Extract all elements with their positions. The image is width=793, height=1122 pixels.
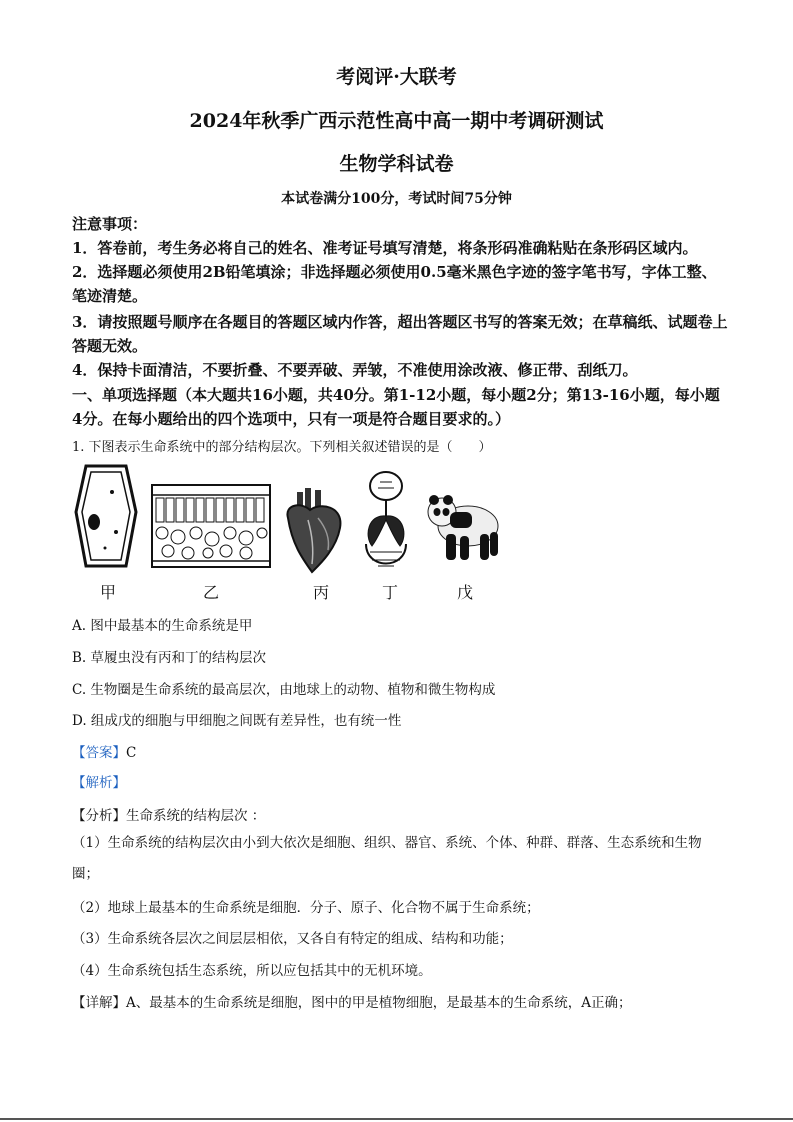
- respiratory-system-figure: [358, 466, 414, 578]
- figure-label-jia: 甲: [100, 583, 117, 602]
- analysis-point-1: （1）生命系统的结构层次由小到大依次是细胞、组织、器官、系统、个体、种群、群落、生态系统和生物圈；: [72, 835, 702, 882]
- option-d: D. 组成戊的细胞与甲细胞之间既有差异性，也有统一性: [72, 713, 402, 729]
- plant-cell-figure: [72, 462, 140, 574]
- analysis-point-4: （4）生命系统包括生态系统，所以应包括其中的无机环境。: [72, 963, 432, 979]
- analysis-point-2: （2）地球上最基本的生命系统是细胞．分子、原子、化合物不属于生命系统；: [72, 900, 540, 916]
- exam-brand-title: 考阅评·大联考: [336, 66, 457, 88]
- answer-label: 【答案】: [72, 745, 126, 761]
- analysis-label: 【解析】: [72, 775, 126, 791]
- answer-line: [72, 741, 136, 761]
- question-stem: 1. 下图表示生命系统中的部分结构层次。下列相关叙述错误的是（ ）: [72, 440, 492, 455]
- detail-label: 【详解】: [72, 995, 126, 1011]
- figure-label-ding: 丁: [382, 583, 399, 602]
- analysis-lead: [72, 804, 265, 824]
- answer-value: C: [126, 745, 137, 761]
- notes-title: 注意事项：: [72, 215, 148, 233]
- exam-title: 2024年秋季广西示范性高中高一期中考调研测试: [189, 110, 604, 132]
- section-title: 一、单项选择题（本大题共16小题，共40分。第1-12小题，每小题2分；第13-16小题，每小题4分。在每小题给出的四个选项中，只有一项是符合题目要求的。）: [72, 386, 720, 428]
- notes-item-3: 3．请按照题号顺序在各题目的答题区域内作答，超出答题区书写的答案无效；在草稿纸、试题卷上答题无效。: [72, 313, 728, 355]
- notes-item-4: 4．保持卡面清洁，不要折叠、不要弄破、弄皱，不准使用涂改液、修正带、刮纸刀。: [72, 361, 638, 379]
- detail-line: [72, 991, 632, 1011]
- analysis-lead-label: 【分析】: [72, 808, 126, 824]
- figure-label-bing: 丙: [313, 583, 330, 602]
- option-c: C. 生物圈是生命系统的最高层次，由地球上的动物、植物和微生物构成: [72, 682, 496, 698]
- figure-label-wu: 戊: [457, 583, 474, 602]
- subject-title: 生物学科试卷: [339, 153, 454, 175]
- panda-figure: [424, 486, 504, 566]
- option-a: A. 图中最基本的生命系统是甲: [72, 618, 253, 634]
- notes-item-1: 1．答卷前，考生务必将自己的姓名、准考证号填写清楚，将条形码准确粘贴在条形码区域内。: [72, 239, 698, 257]
- option-b: B. 草履虫没有丙和丁的结构层次: [72, 650, 267, 666]
- figure-label-yi: 乙: [203, 583, 220, 602]
- notes-item-2: 2．选择题必须使用2B铅笔填涂；非选择题必须使用0.5毫米黑色字迹的签字笔书写，字体工整、笔迹清楚。: [72, 263, 717, 305]
- heart-figure: [278, 484, 350, 574]
- leaf-tissue-figure: [150, 483, 272, 569]
- detail-text: A、最基本的生命系统是细胞，图中的甲是植物细胞，是最基本的生命系统，A正确；: [126, 995, 632, 1011]
- analysis-lead-text: 生命系统的结构层次 ：: [126, 808, 266, 824]
- analysis-point-3: （3）生命系统各层次之间层层相依，又各自有特定的组成、结构和功能；: [72, 931, 513, 947]
- exam-info: 本试卷满分100分，考试时间75分钟: [281, 191, 512, 207]
- page-bottom-rule: [0, 1118, 793, 1120]
